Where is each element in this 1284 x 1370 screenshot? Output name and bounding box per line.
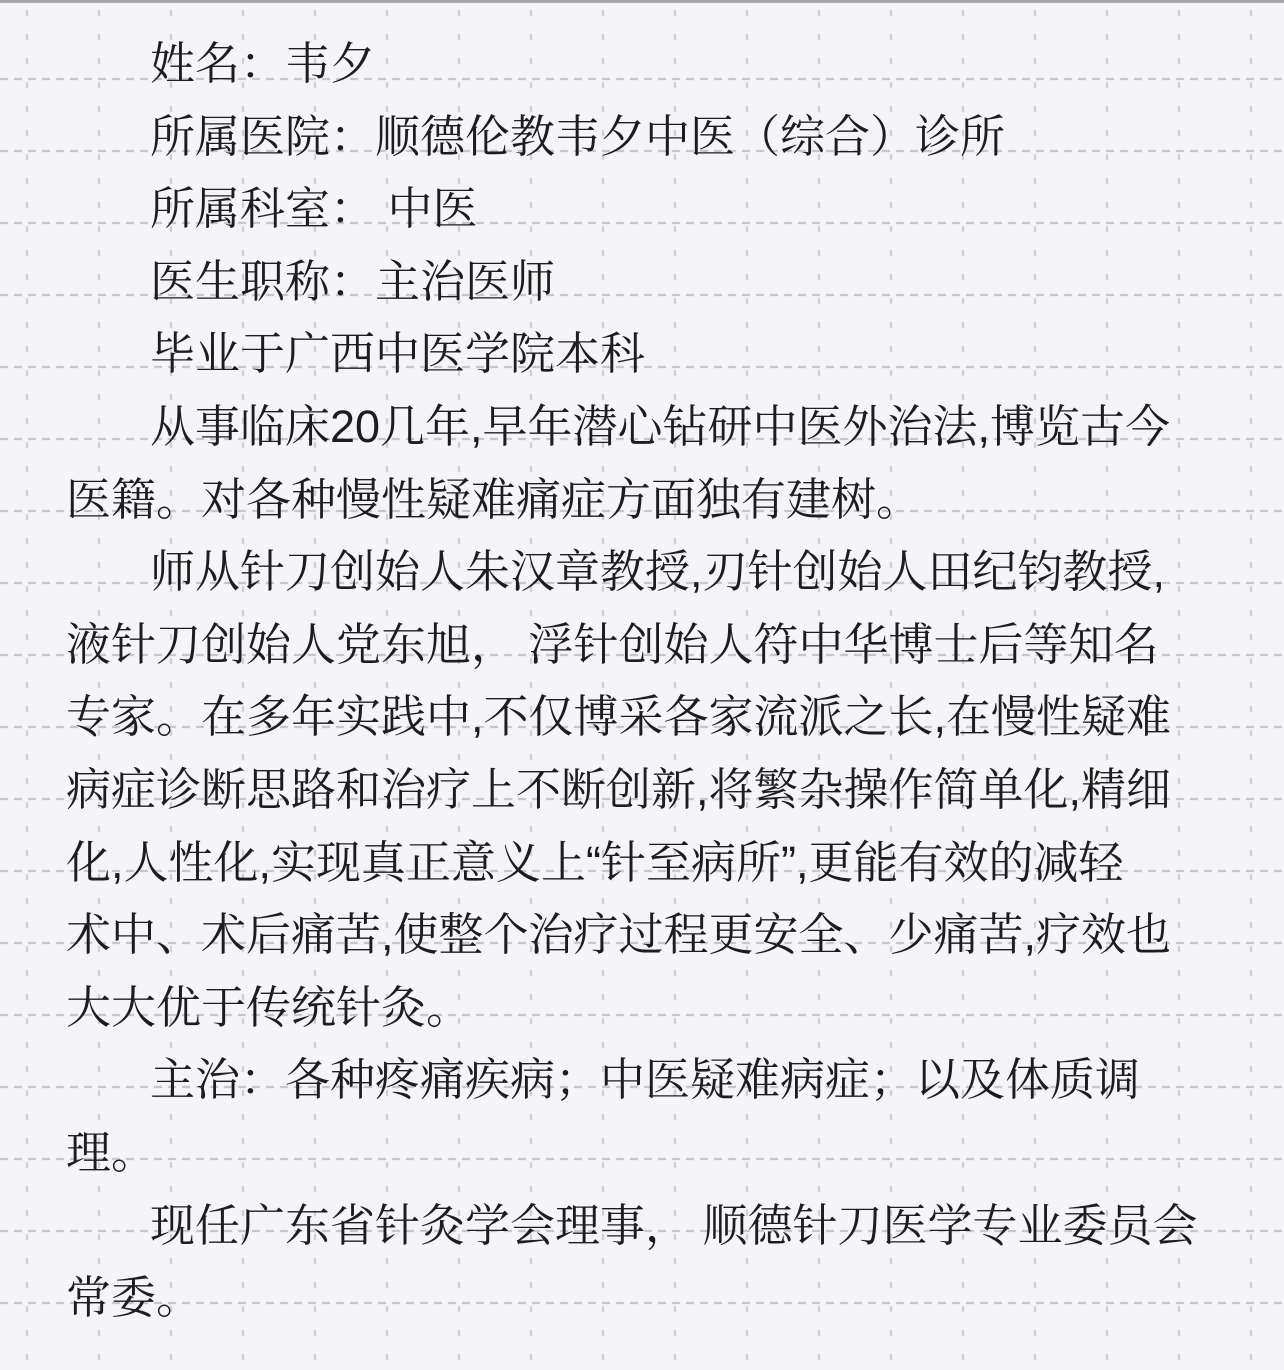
text-line: 常委。 bbox=[66, 1272, 202, 1324]
text-line: 术中、术后痛苦,使整个治疗过程更安全、少痛苦,疗效也 bbox=[66, 909, 1172, 961]
text-line: 师从针刀创始人朱汉章教授,刃针创始人田纪钧教授, bbox=[150, 546, 1166, 598]
text-line: 化,人性化,实现真正意义上“针至病所”,更能有效的减轻 bbox=[66, 836, 1124, 888]
text-line: 病症诊断思路和治疗上不断创新,将繁杂操作简单化,精细 bbox=[66, 763, 1172, 815]
text-line: 毕业于广西中医学院本科 bbox=[150, 328, 646, 380]
text-line: 从事临床20几年,早年潜心钻研中医外治法,博览古今 bbox=[150, 400, 1171, 452]
text-line: 医籍。对各种慢性疑难痛症方面独有建树。 bbox=[66, 473, 922, 525]
text-line: 专家。在多年实践中,不仅博采各家流派之长,在慢性疑难 bbox=[66, 691, 1172, 743]
text-line: 姓名：韦夕 bbox=[150, 38, 376, 89]
text-line: 大大优于传统针灸。 bbox=[66, 981, 472, 1033]
text-line: 所属医院：顺德伦教韦夕中医（综合）诊所 bbox=[150, 110, 1006, 162]
text-line: 现任广东省针灸学会理事， 顺德针刀医学专业委员会 bbox=[150, 1199, 1198, 1251]
text-line: 理。 bbox=[66, 1126, 157, 1178]
text-line: 主治：各种疼痛疾病；中医疑难病症；以及体质调 bbox=[150, 1054, 1141, 1106]
text-line: 所属科室： 中医 bbox=[150, 183, 478, 235]
text-line: 液针刀创始人党东旭， 浮针创始人符中华博士后等知名 bbox=[66, 618, 1159, 670]
text-line: 医生职称：主治医师 bbox=[150, 255, 556, 307]
profile-text bbox=[66, 28, 1244, 1335]
